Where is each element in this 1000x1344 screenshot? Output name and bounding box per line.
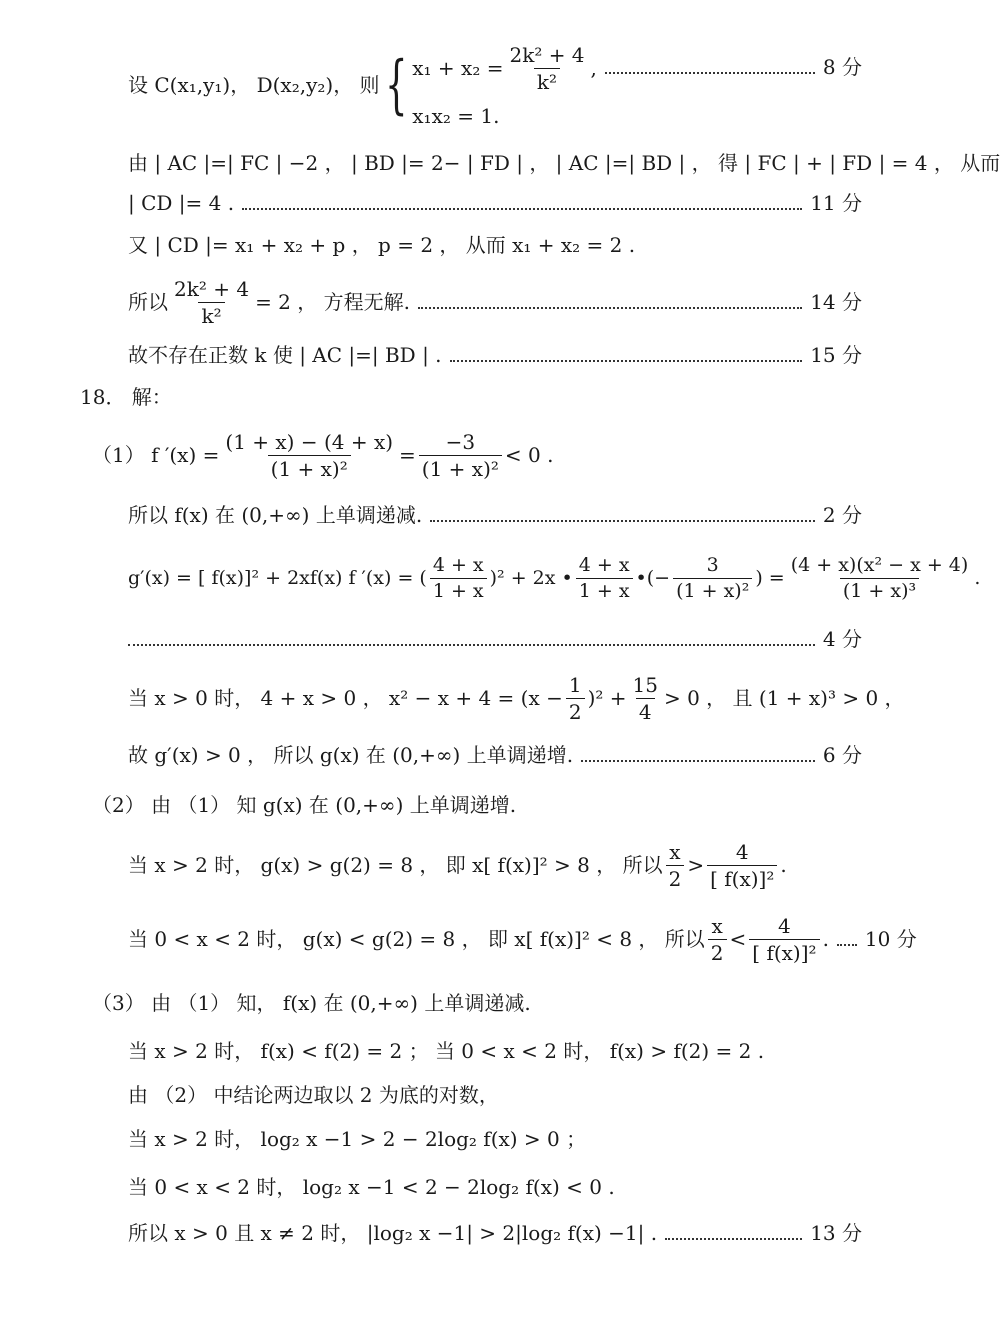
line-score-only [128,624,862,654]
line-fraction [128,836,862,894]
left-brace: { [384,48,408,122]
line-text [128,1080,862,1110]
line-prefix: g′(x) = [ f(x)]² + 2xf(x) f ′(x) = ( [128,566,427,589]
line-suffix: . [822,927,829,951]
problem-heading [80,382,380,412]
line-content: 当 x > 2 时， f(x) < f(2) = 2 ； 当 0 < x < 2 时， f(x) > f(2) = 2 . [128,1039,765,1063]
inequality-sign: < [729,927,747,951]
fraction [749,914,819,965]
line-with-score [128,740,862,770]
inequality-sign: > [687,853,705,877]
line-suffix: . [974,566,981,589]
fraction-numerator: 4 + x [432,553,484,576]
line-prefix: 当 x > 0 时， 4 + x > 0 ， x² − x + 4 = (x − [128,686,563,710]
line-content: 故 g′(x) > 0 ， 所以 g(x) 在 (0,+∞) 上单调递增. [128,743,574,767]
fraction [430,554,487,603]
line-text [128,1172,862,1202]
fraction-denominator: (1 + x)³ [840,578,919,603]
line-fraction [128,668,905,728]
score-label: 10 分 [864,927,917,951]
fraction-denominator: 2 [566,698,585,724]
fraction [506,43,587,94]
fraction-numerator: 2k² + 4 [509,42,585,67]
line-suffix: = 2 ， 方程无解. [255,290,410,314]
system-eq2: x₁x₂ = 1. [412,103,500,128]
fraction [708,914,727,965]
line-system [128,42,862,128]
fraction-denominator: (1 + x)² [419,455,502,481]
leader-dots [418,307,802,309]
fraction [673,554,752,603]
line-fraction [128,548,981,608]
fraction-denominator: 2 [666,865,685,891]
line-prefix: 当 0 < x < 2 时， g(x) < g(2) = 8 ， 即 x[ f(x)]² < 8 ， 所以 [128,927,705,951]
fraction [566,673,585,724]
system-eq1-tail: , [590,56,597,80]
fraction [707,840,777,891]
line-text [92,790,862,820]
fraction-denominator: k² [534,68,560,94]
line-content: 又 | CD |= x₁ + x₂ + p ， p = 2 ， 从而 x₁ + x₂ = 2 . [128,233,636,257]
fraction [576,554,633,603]
line-suffix: > 0 ， 且 (1 + x)³ > 0 ， [663,686,905,710]
leader-dots [450,360,803,362]
leader-dots [581,760,815,762]
fraction-numerator: 2k² + 4 [174,276,250,301]
fraction-denominator: (1 + x)² [268,455,351,481]
fraction [171,277,252,328]
fraction-numerator: 4 [778,913,791,938]
line-content: 由 （2） 中结论两边取以 2 为底的对数， [128,1083,499,1107]
fraction-numerator: 4 + x [578,553,630,576]
score-label: 13 分 [810,1221,862,1245]
expression-part: )² + 2x • [489,566,573,589]
line-prefix: （1） f ′(x) = [92,443,220,467]
line-content: 当 x > 2 时， log₂ x −1 > 2 − 2log₂ f(x) > 0 ； [128,1127,587,1151]
equation-system [380,43,597,128]
leader-dots [242,208,802,210]
expression-part: •(− [635,566,671,589]
fraction-numerator: x [711,913,723,938]
line-suffix: < 0 . [504,443,554,467]
score-label: 8 分 [822,55,862,79]
system-prefix: 设 C(x₁,y₁)， D(x₂,y₂)， 则 [128,73,380,97]
line-with-score [128,188,862,218]
fraction-denominator: 2 [708,939,727,965]
line-prefix: 所以 [128,290,168,314]
fraction-denominator: 4 [636,698,655,724]
line-suffix: . [780,853,787,877]
line-content: （2） 由 （1） 知 g(x) 在 (0,+∞) 上单调递增. [92,793,517,817]
expression-part: )² + [587,686,627,710]
score-label: 11 分 [810,191,862,215]
fraction-numerator: x [669,839,681,864]
fraction-numerator: (4 + x)(x² − x + 4) [790,553,969,576]
equals-sign: = [399,443,416,467]
line-fraction [128,274,862,330]
fraction-numerator: 1 [568,672,582,697]
line-content: 故不存在正数 k 使 | AC |=| BD | . [128,343,442,367]
fraction-denominator: 1 + x [430,578,487,603]
line-text [128,1036,862,1066]
score-label: 4 分 [822,627,862,651]
line-text [92,988,862,1018]
fraction-numerator: (1 + x) − (4 + x) [225,429,394,454]
line-with-score [128,340,862,370]
system-eq1-lhs: x₁ + x₂ = [412,56,504,80]
expression-part: ) = [755,566,785,589]
line-content: （3） 由 （1） 知， f(x) 在 (0,+∞) 上单调递减. [92,991,531,1015]
leader-dots [665,1238,802,1240]
fraction-denominator: 1 + x [576,578,633,603]
fraction-numerator: 4 [735,839,749,864]
line-content: 由 | AC |=| FC | −2 ， | BD |= 2− | FD | ， | AC |=| BD | ， 得 | FC | + | FD | = 4 ， 从而 [128,151,1000,175]
leader-dots [837,944,857,946]
fraction [222,430,396,481]
line-fraction [128,910,917,968]
line-content: 所以 x > 0 且 x ≠ 2 时， |log₂ x −1| > 2|log₂ f(x) −1| . [128,1221,658,1245]
fraction-numerator: −3 [445,429,476,454]
line-fraction [92,426,862,484]
fraction-denominator: k² [198,302,224,328]
line-content: 当 0 < x < 2 时， log₂ x −1 < 2 − 2log₂ f(x) < 0 . [128,1175,615,1199]
score-label: 6 分 [822,743,862,767]
score-label: 15 分 [810,343,862,367]
leader-dots [605,72,815,74]
fraction-denominator: [ f(x)]² [707,865,777,891]
fraction [788,554,972,603]
line-with-score [128,500,862,530]
fraction [666,840,685,891]
fraction-denominator: [ f(x)]² [749,939,819,965]
fraction-numerator: 15 [632,672,658,697]
fraction-numerator: 3 [706,553,719,576]
line-content: | CD |= 4 . [128,191,235,215]
fraction-denominator: (1 + x)² [673,578,752,603]
line-prefix: 当 x > 2 时， g(x) > g(2) = 8 ， 即 x[ f(x)]² > 8 ， 所以 [128,853,663,877]
leader-dots [128,644,815,646]
line-text [128,148,1000,178]
score-label: 14 分 [810,290,862,314]
line-with-score [128,1218,862,1248]
line-text [128,1124,862,1154]
line-content: 所以 f(x) 在 (0,+∞) 上单调递减. [128,503,423,527]
fraction [630,673,661,724]
line-text [128,230,862,260]
leader-dots [430,520,815,522]
line-content: 18． 解： [80,385,172,409]
score-label: 2 分 [822,503,862,527]
fraction [419,430,502,481]
